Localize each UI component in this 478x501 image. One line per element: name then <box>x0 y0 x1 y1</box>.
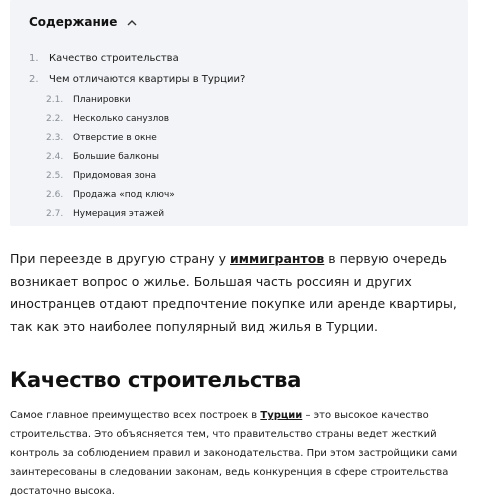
intro-text: в первую очередь возникает вопрос о жилье. Большая часть россиян и других иностранцев отдают предпочтение покупке или аренде квартиры, так как это наиболее популярный вид жилья в Турции. <box>10 251 457 334</box>
immigrants-link[interactable]: иммигрантов <box>230 251 325 266</box>
section-heading: Качество строительства <box>10 368 302 392</box>
section-paragraph <box>10 406 470 501</box>
toc-item-label[interactable]: Большие балконы <box>73 151 159 162</box>
table-of-contents <box>10 0 468 226</box>
toc-item-number: 2.4. <box>46 151 64 162</box>
section-text: – это высокое качество строительства. Это объясняется тем, что правительство страны ведет жесткий контроль за соблюдением правил и законодательства. При этом застройщики сами заинтересованы в следовании законам, ведь конкуренция в сфере строительства достаточно высока. <box>10 410 458 497</box>
toc-subitem-floors[interactable] <box>29 204 458 223</box>
intro-text: При переезде в другую страну у <box>10 251 231 266</box>
toc-item-label[interactable]: Продажа «под ключ» <box>73 189 175 200</box>
toc-subitem-bathrooms[interactable] <box>29 109 458 128</box>
toc-item-number: 2.7. <box>46 208 64 219</box>
toc-item-number: 2.5. <box>46 170 64 181</box>
section-text: Самое главное преимущество всех построек в <box>10 410 261 421</box>
intro-paragraph <box>10 248 470 338</box>
toc-subitem-balconies[interactable] <box>29 147 458 166</box>
toc-subitem-yard[interactable] <box>29 166 458 185</box>
toc-subitem-layouts[interactable] <box>29 90 458 109</box>
toc-subitem-turnkey[interactable] <box>29 185 458 204</box>
toc-item-number: 1. <box>29 53 39 64</box>
toc-item-label[interactable]: Отверстие в окне <box>73 132 157 143</box>
toc-item-number: 2.1. <box>46 94 64 105</box>
toc-item-quality[interactable] <box>29 48 458 69</box>
toc-item-label[interactable]: Чем отличаются квартиры в Турции? <box>49 74 246 85</box>
toc-item-label[interactable]: Качество строительства <box>49 53 179 64</box>
toc-item-label[interactable]: Несколько санузлов <box>73 113 170 124</box>
toc-header[interactable] <box>29 15 138 29</box>
toc-item-label[interactable]: Придомовая зона <box>73 170 157 181</box>
toc-item-label[interactable]: Нумерация этажей <box>73 208 165 219</box>
chevron-up-icon[interactable] <box>126 16 138 28</box>
toc-item-number: 2.3. <box>46 132 64 143</box>
toc-item-number: 2.2. <box>46 113 64 124</box>
toc-title: Содержание <box>29 15 118 29</box>
toc-item-number: 2. <box>29 74 39 85</box>
turkey-link[interactable]: Турции <box>260 410 303 421</box>
toc-item-number: 2.6. <box>46 189 64 200</box>
toc-list <box>29 48 458 223</box>
toc-item-differences[interactable] <box>29 69 458 90</box>
toc-subitem-window[interactable] <box>29 128 458 147</box>
toc-item-label[interactable]: Планировки <box>73 94 131 105</box>
